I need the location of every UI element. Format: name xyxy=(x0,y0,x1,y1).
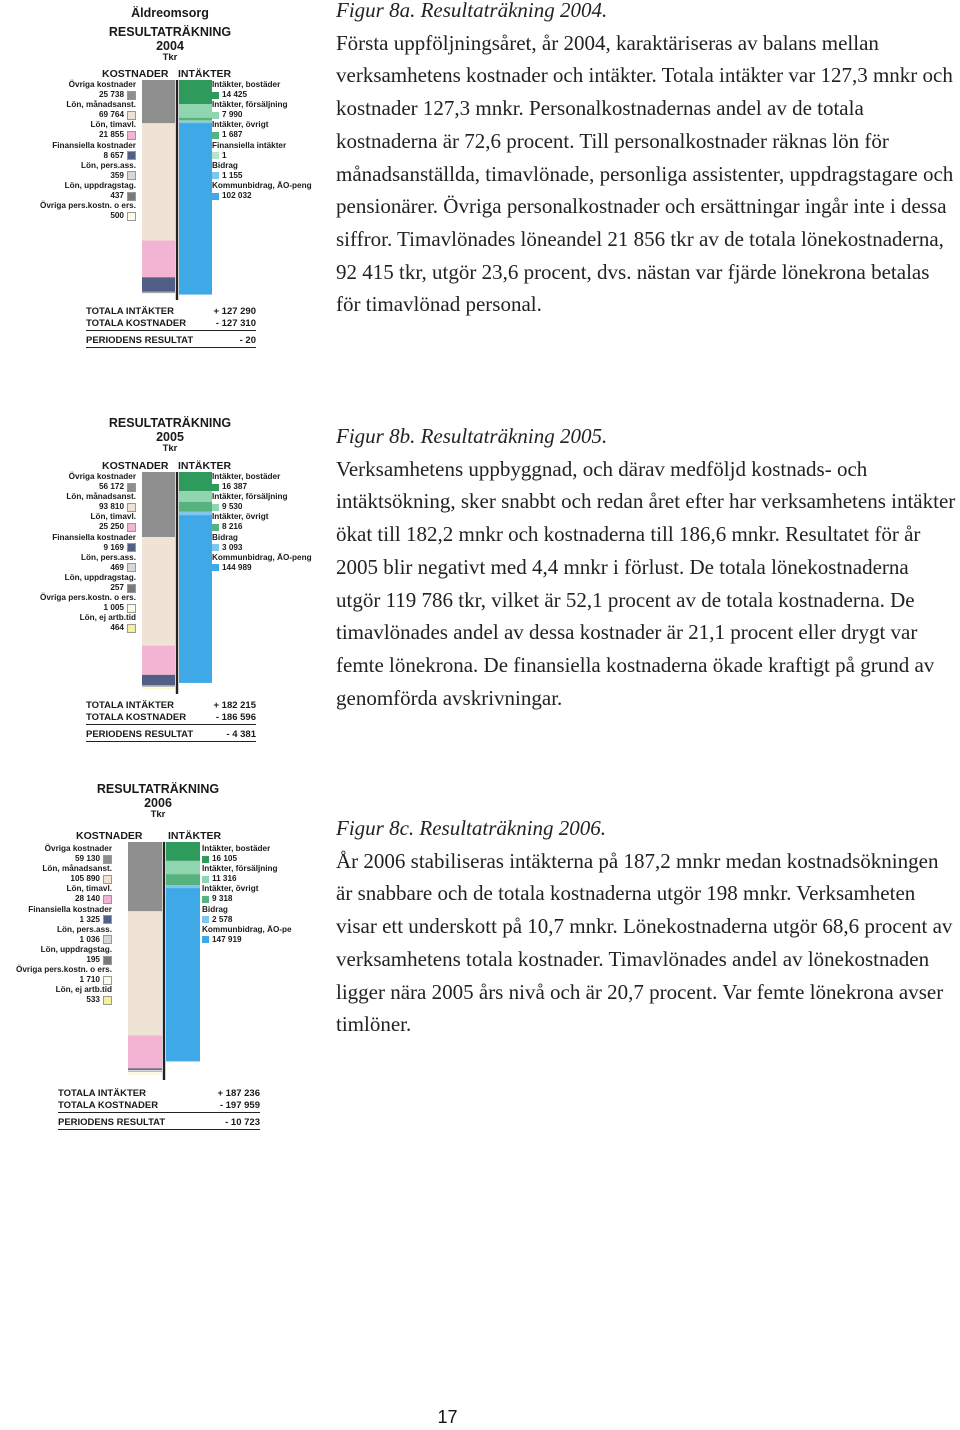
cost-segment xyxy=(142,292,175,293)
income-legend-label: Intäkter, bostäder xyxy=(202,844,271,853)
cost-legend-label: Lön, uppdragstag. xyxy=(64,180,136,190)
income-legend-value-row xyxy=(212,502,312,512)
cost-legend-value-row xyxy=(16,874,112,884)
legend-swatch xyxy=(212,484,219,491)
legend-swatch xyxy=(127,503,136,512)
result-rule xyxy=(86,347,256,348)
cost-legend-value: 195 xyxy=(86,955,100,965)
figure-year: 2005 xyxy=(156,430,184,444)
result-value: - 4 381 xyxy=(226,729,256,740)
income-segment xyxy=(179,80,212,104)
costs-legend xyxy=(40,472,136,634)
totals-row xyxy=(58,1100,260,1112)
income-legend-value-row xyxy=(202,935,292,945)
text-block-2005 xyxy=(336,420,956,714)
cost-legend-value: 533 xyxy=(86,995,100,1005)
legend-swatch xyxy=(103,935,112,944)
cost-segment xyxy=(142,537,175,646)
cost-legend-label: Övriga pers.kostn. o ers. xyxy=(39,201,136,211)
legend-swatch xyxy=(202,896,209,903)
cost-segment xyxy=(128,1074,162,1075)
cost-legend-value: 25 250 xyxy=(98,522,124,532)
income-legend-value: 8 216 xyxy=(222,522,243,532)
income-segment xyxy=(166,861,200,874)
figure-header xyxy=(80,6,260,64)
cost-legend-label: Lön, månadsanst. xyxy=(66,100,136,110)
cost-legend-label: Lön, timavl. xyxy=(90,512,136,522)
legend-swatch xyxy=(103,976,112,985)
legend-swatch xyxy=(212,504,219,511)
cost-segment xyxy=(128,911,162,1035)
legend-swatch xyxy=(212,544,219,551)
income-legend-value-row xyxy=(202,874,292,884)
figure-title: RESULTATRÄKNING xyxy=(108,416,232,430)
cost-legend-value: 500 xyxy=(110,211,124,221)
income-header: INTÄKTER xyxy=(178,68,232,80)
result-rule xyxy=(58,1129,260,1130)
result-value: - 10 723 xyxy=(225,1117,260,1128)
cost-legend-value-row xyxy=(16,935,112,945)
cost-legend-label: Lön, ej artb.tid xyxy=(79,613,136,623)
cost-legend-label: Övriga kostnader xyxy=(68,80,136,89)
cost-legend-value: 8 657 xyxy=(103,150,124,160)
income-legend-value: 14 425 xyxy=(222,90,248,100)
legend-swatch xyxy=(127,111,136,120)
income-legend-value-row xyxy=(212,563,312,573)
legend-swatch xyxy=(127,131,136,140)
cost-segment xyxy=(142,685,175,686)
cost-legend-label: Lön, ej artb.tid xyxy=(55,985,112,995)
cost-legend-label: Lön, pers.ass. xyxy=(80,160,136,170)
result-row xyxy=(86,335,256,347)
cost-legend-value: 25 738 xyxy=(98,90,124,100)
costs-legend xyxy=(40,80,136,221)
legend-swatch xyxy=(212,132,219,139)
text-block-2006 xyxy=(336,812,956,1041)
totals-box xyxy=(86,306,256,348)
cost-legend-value-row xyxy=(40,211,136,221)
income-segment xyxy=(179,512,212,516)
costs-header: KOSTNADER xyxy=(102,460,169,472)
cost-legend-label: Lön, uppdragstag. xyxy=(64,572,136,582)
cost-segment xyxy=(142,472,175,537)
income-legend xyxy=(212,472,312,573)
income-legend-value-row xyxy=(212,482,312,492)
legend-swatch xyxy=(127,543,136,552)
cost-segment xyxy=(142,646,175,675)
income-legend-value-row xyxy=(212,90,312,100)
income-legend-value-row xyxy=(212,543,312,553)
income-legend-label: Bidrag xyxy=(212,532,238,542)
cost-legend-value-row xyxy=(16,915,112,925)
text-block-2004 xyxy=(336,0,956,321)
stacked-bars-chart xyxy=(142,472,212,694)
cost-segment xyxy=(128,1068,162,1070)
cost-legend-value: 9 169 xyxy=(103,542,124,552)
income-legend-label: Bidrag xyxy=(212,160,238,170)
cost-legend-value-row xyxy=(16,854,112,864)
figure-title: RESULTATRÄKNING xyxy=(96,782,220,796)
cost-legend-label: Övriga kostnader xyxy=(44,844,112,853)
income-segment xyxy=(179,123,212,295)
legend-swatch xyxy=(127,563,136,572)
cost-legend-value-row xyxy=(40,623,136,633)
income-legend-label: Intäkter, bostäder xyxy=(212,80,281,89)
income-segment xyxy=(166,888,200,1061)
income-legend-label: Finansiella intäkter xyxy=(212,140,287,150)
legend-swatch xyxy=(212,193,219,200)
income-legend-value: 16 105 xyxy=(212,854,238,864)
cost-legend-label: Övriga pers.kostn. o ers. xyxy=(39,593,136,603)
totals-value: + 127 290 xyxy=(213,306,256,317)
legend-swatch xyxy=(202,876,209,883)
income-legend-label: Kommunbidrag, ÄO-peng xyxy=(212,180,312,190)
income-legend-value-row xyxy=(212,130,312,140)
cost-legend-value-row xyxy=(40,563,136,573)
cost-legend-value-row xyxy=(40,130,136,140)
income-legend-value: 1 155 xyxy=(222,170,243,180)
cost-legend-value: 69 764 xyxy=(98,110,124,120)
income-legend-label: Intäkter, övrigt xyxy=(202,884,259,894)
income-segment xyxy=(166,885,200,888)
totals-value: - 127 310 xyxy=(215,318,256,329)
legend-swatch xyxy=(127,151,136,160)
legend-swatch xyxy=(212,172,219,179)
result-label: PERIODENS RESULTAT xyxy=(58,1117,166,1128)
income-legend-label: Intäkter, övrigt xyxy=(212,512,269,522)
legend-swatch xyxy=(103,855,112,864)
legend-swatch xyxy=(212,524,219,531)
totals-label: TOTALA INTÄKTER xyxy=(86,306,174,317)
body-paragraph: Verksamhetens uppbyggnad, och därav medföljd kostnads- och intäktsökning, sker snabbt och redan året efter har verksamhetens intäkter ökat till 182,2 mnkr och kostnaderna till 186,6 mnkr. Resultatet för år 2005 blir negativt med 4,4 mnkr i förlust. De totala lönekostnaderna utgör 119 786 tkr, vilket är 52,1 procent av de totala kostnaderna. De timavlönades andel av dessa kostnader är 21,1 procent eller drygt var femte lönekrona. De finansiella kostnaderna ökade kraftigt på grund av genomförda avskrivningar. xyxy=(336,456,956,710)
cost-legend-value-row xyxy=(40,191,136,201)
legend-swatch xyxy=(103,996,112,1005)
income-segment xyxy=(166,842,200,861)
cost-segment xyxy=(142,686,175,687)
figure-2004 xyxy=(14,2,326,352)
totals-row xyxy=(58,1088,260,1100)
stacked-bars-chart xyxy=(142,80,212,300)
cost-legend-value: 105 890 xyxy=(70,874,100,884)
legend-swatch xyxy=(127,624,136,633)
totals-rule xyxy=(86,724,256,725)
legend-swatch xyxy=(212,112,219,119)
income-legend-value: 144 989 xyxy=(222,562,252,572)
income-legend-value-row xyxy=(202,854,292,864)
figure-header xyxy=(68,782,248,821)
totals-box xyxy=(58,1088,260,1130)
figure-year: 2004 xyxy=(156,39,184,53)
body-paragraph: År 2006 stabiliseras intäkterna på 187,2 mnkr medan kostnadsökningen är snabbare och de totala kostnaderna utgör 198 mnkr. Verksamheten visar ett underskott på 10,7 mnkr. Lönekostnaderna utgör 68,6 procent av verksamhetens totala kostnader. Timavlönades andel av lönekostnaden ligger nära 2005 års nivå och är 20,7 procent. Var femte lönekrona avser timlöner. xyxy=(336,848,953,1037)
cost-legend-label: Övriga pers.kostn. o ers. xyxy=(15,965,112,975)
income-segment xyxy=(179,491,212,502)
legend-swatch xyxy=(127,483,136,492)
cost-legend-value-row xyxy=(16,955,112,965)
legend-swatch xyxy=(127,91,136,100)
cost-legend-label: Lön, pers.ass. xyxy=(56,924,112,934)
income-segment xyxy=(179,121,212,123)
income-segment xyxy=(179,118,212,121)
costs-header: KOSTNADER xyxy=(76,830,143,842)
income-legend-value: 1 687 xyxy=(222,130,243,140)
figure-year: 2006 xyxy=(144,796,172,810)
income-header: INTÄKTER xyxy=(168,830,222,842)
income-legend-label: Kommunbidrag, ÄO-pe xyxy=(202,924,292,934)
cost-segment xyxy=(142,277,175,292)
cost-legend-value-row xyxy=(40,522,136,532)
cost-legend-value: 469 xyxy=(110,562,124,572)
page-number: 17 xyxy=(437,1407,458,1427)
legend-swatch xyxy=(127,604,136,613)
income-segment xyxy=(179,515,212,683)
income-legend-value: 2 578 xyxy=(212,914,233,924)
totals-label: TOTALA INTÄKTER xyxy=(86,700,174,711)
cost-segment xyxy=(142,675,175,686)
cost-legend-value-row xyxy=(40,90,136,100)
department-title: Äldreomsorg xyxy=(131,6,209,20)
totals-value: - 197 959 xyxy=(219,1100,260,1111)
income-legend-value-row xyxy=(212,191,312,201)
income-legend-value: 7 990 xyxy=(222,110,243,120)
cost-segment xyxy=(142,687,175,688)
cost-legend-value: 1 325 xyxy=(79,914,100,924)
cost-legend-value: 56 172 xyxy=(98,482,124,492)
legend-swatch xyxy=(127,192,136,201)
totals-label: TOTALA KOSTNADER xyxy=(86,712,187,723)
cost-legend-value-row xyxy=(40,151,136,161)
income-legend-value-row xyxy=(212,522,312,532)
result-label: PERIODENS RESULTAT xyxy=(86,729,194,740)
cost-segment xyxy=(128,1070,162,1071)
legend-swatch xyxy=(212,92,219,99)
figure-unit: Tkr xyxy=(162,443,178,454)
cost-legend-value: 437 xyxy=(110,191,124,201)
cost-legend-label: Övriga kostnader xyxy=(68,472,136,481)
cost-legend-label: Lön, timavl. xyxy=(66,884,112,894)
cost-legend-value-row xyxy=(40,543,136,553)
totals-row xyxy=(86,700,256,712)
cost-segment xyxy=(128,1071,162,1072)
cost-legend-value-row xyxy=(40,110,136,120)
totals-label: TOTALA INTÄKTER xyxy=(58,1088,146,1099)
result-label: PERIODENS RESULTAT xyxy=(86,335,194,346)
totals-value: - 186 596 xyxy=(215,712,256,723)
legend-swatch xyxy=(202,856,209,863)
income-legend-label: Intäkter, övrigt xyxy=(212,120,269,130)
cost-legend-label: Finansiella kostnader xyxy=(52,140,136,150)
totals-row xyxy=(86,712,256,724)
figure-caption: Figur 8b. Resultaträkning 2005. xyxy=(336,424,608,448)
cost-legend-label: Lön, månadsanst. xyxy=(66,492,136,502)
cost-legend-label: Finansiella kostnader xyxy=(28,904,112,914)
income-legend-value-row xyxy=(202,915,292,925)
totals-label: TOTALA KOSTNADER xyxy=(58,1100,159,1111)
income-legend-value: 147 919 xyxy=(212,934,242,944)
figure-caption: Figur 8c. Resultaträkning 2006. xyxy=(336,816,607,840)
cost-segment xyxy=(128,1035,162,1068)
cost-legend-value: 93 810 xyxy=(98,502,124,512)
totals-value: + 182 215 xyxy=(213,700,256,711)
figure-caption: Figur 8a. Resultaträkning 2004. xyxy=(336,0,608,22)
income-legend-label: Bidrag xyxy=(202,904,228,914)
income-legend-label: Kommunbidrag, ÄO-peng xyxy=(212,552,312,562)
income-legend-value-row xyxy=(212,171,312,181)
figure-unit: Tkr xyxy=(162,52,178,63)
figure-unit: Tkr xyxy=(150,809,166,820)
income-legend-value: 1 xyxy=(222,150,227,160)
cost-legend-value: 59 130 xyxy=(74,854,100,864)
income-header: INTÄKTER xyxy=(178,460,232,472)
legend-swatch xyxy=(212,152,219,159)
cost-legend-value: 1 005 xyxy=(103,603,124,613)
legend-swatch xyxy=(103,875,112,884)
cost-legend-value-row xyxy=(16,894,112,904)
income-segment xyxy=(179,104,212,117)
income-segment xyxy=(179,121,212,122)
legend-swatch xyxy=(202,936,209,943)
legend-swatch xyxy=(202,916,209,923)
income-legend-value: 11 316 xyxy=(212,874,237,884)
income-legend-label: Intäkter, bostäder xyxy=(212,472,281,481)
cost-segment xyxy=(142,293,175,294)
result-value: - 20 xyxy=(239,335,256,346)
cost-legend-value-row xyxy=(16,975,112,985)
cost-segment xyxy=(128,1072,162,1074)
body-paragraph: Första uppföljningsåret, år 2004, karaktäriseras av balans mellan verksamhetens kostnader och intäkter. Totala intäkter var 127,3 mnkr och kostnader 127,3 mnkr. Personalkostnadernas andel av de totala kostnaderna är 72,6 procent. Till personalkostnader räknas lön för månadsanställda, timavlönade, personliga assistenter, uppdragstagare och pensionärer. Övriga personalkostnader och ersättningar ingår inte i dessa siffror. Timavlönades löneandel 21 856 tkr av de totala lönekostnaderna, 92 415 tkr, utgör 23,6 procent, dvs. nästan var fjärde lönekrona betalas för timavlönad personal. xyxy=(336,30,954,317)
cost-segment xyxy=(142,123,175,240)
cost-legend-value-row xyxy=(40,583,136,593)
cost-legend-value-row xyxy=(16,995,112,1005)
cost-legend-value: 464 xyxy=(110,623,124,633)
totals-label: TOTALA KOSTNADER xyxy=(86,318,187,329)
costs-legend xyxy=(16,844,112,1006)
income-legend xyxy=(202,844,292,945)
income-legend-value-row xyxy=(212,151,312,161)
legend-swatch xyxy=(103,956,112,965)
cost-legend-value-row xyxy=(40,171,136,181)
figure-2005 xyxy=(14,404,326,744)
cost-legend-value: 1 710 xyxy=(79,975,100,985)
stacked-bars-chart xyxy=(128,842,200,1080)
totals-rule xyxy=(58,1112,260,1113)
cost-legend-value: 21 855 xyxy=(98,130,124,140)
income-legend-value: 102 032 xyxy=(222,191,252,201)
cost-legend-value: 28 140 xyxy=(74,894,100,904)
cost-legend-label: Finansiella kostnader xyxy=(52,532,136,542)
income-legend-label: Intäkter, försäljning xyxy=(212,100,288,110)
cost-segment xyxy=(142,80,175,123)
cost-legend-label: Lön, månadsanst. xyxy=(42,864,112,874)
legend-swatch xyxy=(127,584,136,593)
legend-swatch xyxy=(103,895,112,904)
figure-header xyxy=(80,416,260,455)
cost-segment xyxy=(142,292,175,293)
income-legend-value-row xyxy=(212,110,312,120)
cost-legend-value: 257 xyxy=(110,583,124,593)
income-legend-value: 9 318 xyxy=(212,894,233,904)
figure-2006 xyxy=(0,780,322,1135)
income-legend-value: 9 530 xyxy=(222,502,243,512)
income-legend-label: Intäkter, försäljning xyxy=(212,492,288,502)
legend-swatch xyxy=(212,564,219,571)
cost-legend-value: 359 xyxy=(110,170,124,180)
income-segment xyxy=(179,502,212,512)
result-row xyxy=(58,1117,260,1129)
legend-swatch xyxy=(103,915,112,924)
totals-value: + 187 236 xyxy=(217,1088,260,1099)
cost-segment xyxy=(142,688,175,689)
totals-box xyxy=(86,700,256,742)
totals-row xyxy=(86,318,256,330)
totals-rule xyxy=(86,330,256,331)
result-rule xyxy=(86,741,256,742)
costs-header: KOSTNADER xyxy=(102,68,169,80)
income-legend-value-row xyxy=(202,894,292,904)
cost-legend-value-row xyxy=(40,603,136,613)
totals-row xyxy=(86,306,256,318)
income-legend-label: Intäkter, försäljning xyxy=(202,864,278,874)
income-legend-value: 16 387 xyxy=(222,482,248,492)
income-legend-value: 3 093 xyxy=(222,542,243,552)
cost-legend-value: 1 036 xyxy=(79,934,100,944)
result-row xyxy=(86,729,256,741)
cost-legend-value-row xyxy=(40,502,136,512)
legend-swatch xyxy=(127,212,136,221)
income-segment xyxy=(179,472,212,491)
cost-legend-label: Lön, timavl. xyxy=(90,120,136,130)
income-legend xyxy=(212,80,312,201)
cost-segment xyxy=(142,241,175,278)
cost-legend-label: Lön, pers.ass. xyxy=(80,552,136,562)
legend-swatch xyxy=(127,171,136,180)
figure-title: RESULTATRÄKNING xyxy=(108,25,232,39)
cost-legend-label: Lön, uppdragstag. xyxy=(40,944,112,954)
cost-legend-value-row xyxy=(40,482,136,492)
cost-segment xyxy=(128,842,162,911)
income-segment xyxy=(166,874,200,885)
legend-swatch xyxy=(127,523,136,532)
